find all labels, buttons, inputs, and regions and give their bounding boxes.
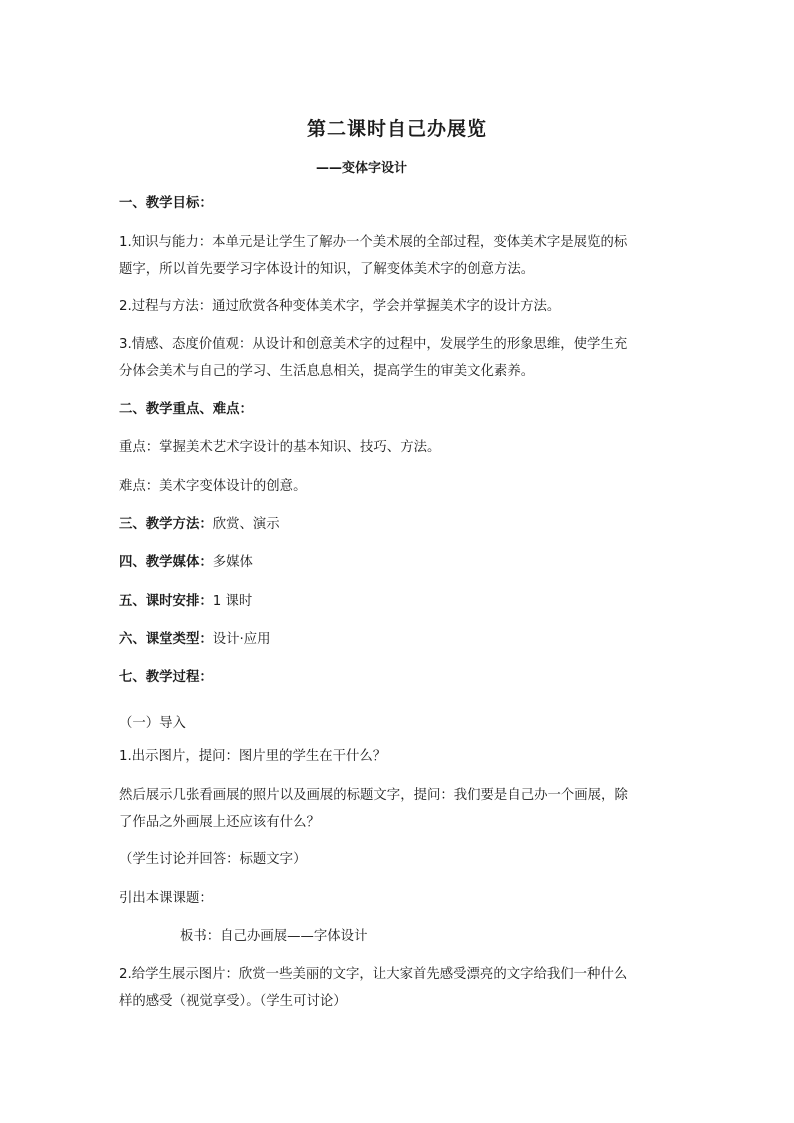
- teaching-method-label: 三、教学方法：: [119, 517, 213, 532]
- lead-topic: 引出本课课题：: [119, 891, 213, 906]
- step-2-line-2: 样的感受（视觉享受）。（学生可讨论）: [119, 994, 347, 1009]
- teaching-media-row: [119, 549, 679, 576]
- blackboard-note: 板书：自己办画展——字体设计: [180, 929, 368, 944]
- page-subtitle: ——变体字设计: [316, 161, 408, 176]
- step-1: 1.出示图片，提问：图片里的学生在干什么？: [119, 749, 387, 764]
- goal-1-line-1: 1.知识与能力：本单元是让学生了解办一个美术展的全部过程，变体美术字是展览的标: [119, 235, 628, 250]
- class-type-row: [119, 626, 679, 653]
- class-type-label: 六、课堂类型：: [119, 632, 213, 647]
- step-2-line-1: 2.给学生展示图片：欣赏一些美丽的文字，让大家首先感受漂亮的文字给我们一种什么: [119, 967, 628, 982]
- goal-3-line-1: 3.情感、态度价值观：从设计和创意美术字的过程中，发展学生的形象思维，使学生充: [119, 337, 628, 352]
- class-hours-value: 1 课时: [212, 594, 253, 609]
- teaching-media-value: 多媒体: [212, 555, 253, 570]
- goal-3-line-2: 分体会美术与自己的学习、生活息息相关，提高学生的审美文化素养。: [119, 364, 535, 379]
- student-discussion: （学生讨论并回答：标题文字）: [119, 852, 307, 867]
- class-hours-label: 五、课时安排：: [119, 594, 213, 609]
- difficulty-point: 难点：美术字变体设计的创意。: [119, 479, 307, 494]
- goal-2: 2.过程与方法：通过欣赏各种变体美术字，学会并掌握美术字的设计方法。: [119, 299, 561, 314]
- key-point: 重点：掌握美术艺术字设计的基本知识、技巧、方法。: [119, 440, 441, 455]
- class-type-value: 设计·应用: [212, 632, 271, 647]
- goal-1-line-2: 题字，所以首先要学习字体设计的知识，了解变体美术字的创意方法。: [119, 262, 535, 277]
- teaching-media-label: 四、教学媒体：: [119, 555, 213, 570]
- part-1-heading: （一）导入: [119, 716, 186, 731]
- teaching-method-row: [119, 511, 679, 538]
- page-title: 第二课时自己办展览: [306, 118, 487, 140]
- section-heading-goals: 一、教学目标：: [119, 196, 213, 211]
- section-heading-process: 七、教学过程：: [119, 670, 213, 685]
- para-1-line-1: 然后展示几张看画展的照片以及画展的标题文字，提问：我们要是自己办一个画展，除: [119, 788, 628, 803]
- para-1-line-2: 了作品之外画展上还应该有什么？: [119, 815, 320, 830]
- section-heading-key-points: 二、教学重点、难点：: [119, 402, 253, 417]
- teaching-method-value: 欣赏、演示: [212, 517, 280, 532]
- class-hours-row: [119, 588, 679, 615]
